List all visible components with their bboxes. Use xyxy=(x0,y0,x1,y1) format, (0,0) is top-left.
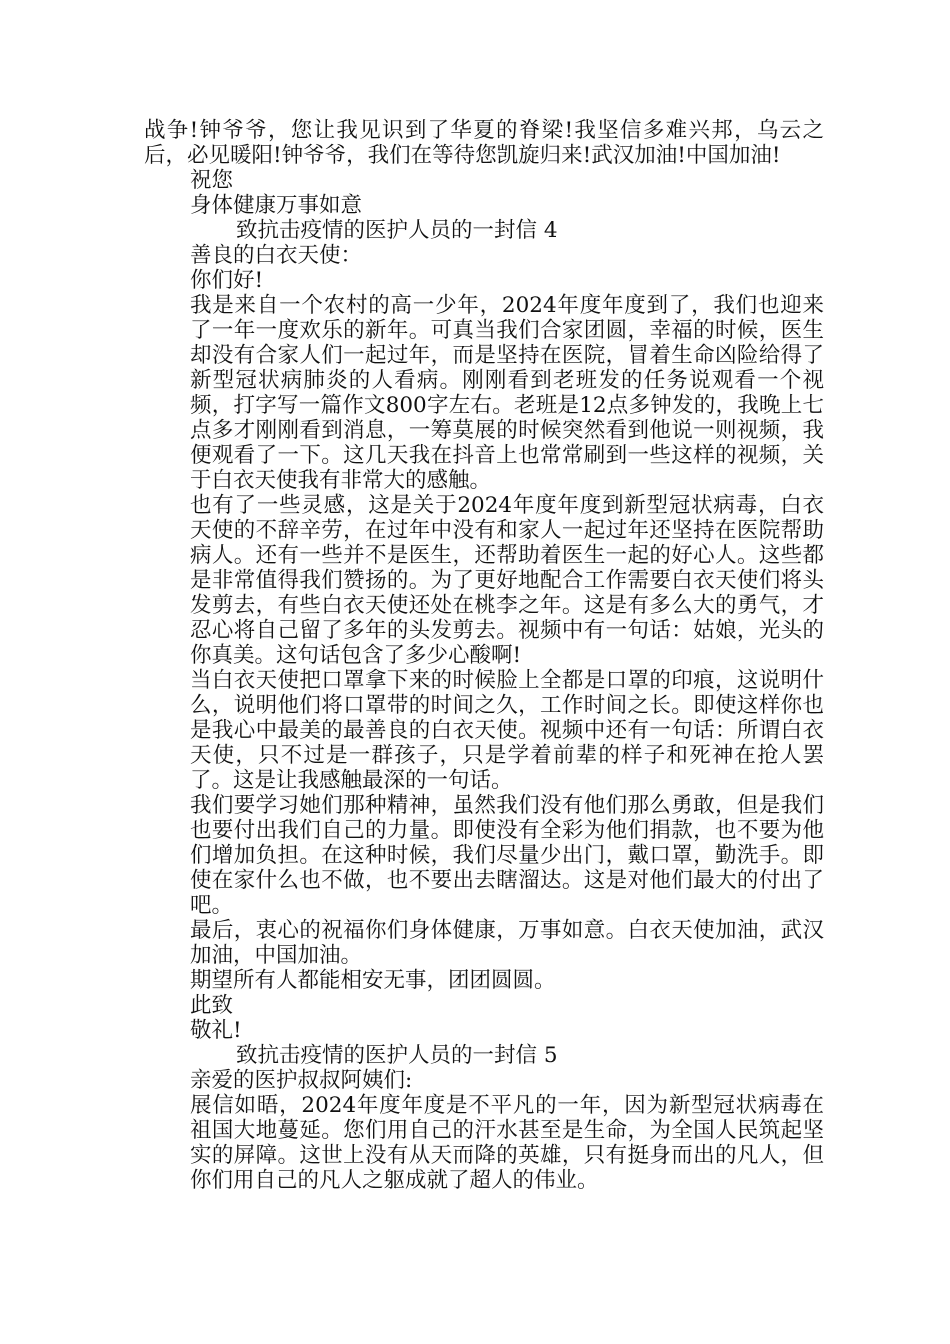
letter-4-closing-2: 敬礼! xyxy=(190,1018,242,1043)
letter-5-paragraph-1: 展信如晤，2024年度年度是不平凡的一年，因为新型冠状病毒在祖国大地蔓延。您们用自己的汗水甚至是生命，为全国人民筑起坚实的屏障。这世上没有从天而降的英雄，只有挺身而出的凡人，但你们用自己的凡人之躯成就了超人的伟业。 xyxy=(190,1093,824,1193)
paragraph-closing-of-letter-3: 战争!钟爷爷，您让我见识到了华夏的脊梁!我坚信多难兴邦，乌云之后，必见暖阳!钟爷爷，我们在等待您凯旋归来!武汉加油!中国加油! xyxy=(144,118,824,168)
letter-4-paragraph-4: 我们要学习她们那种精神，虽然我们没有他们那么勇敢，但是我们也要付出我们自己的力量。即使没有全彩为他们捐款，也不要为他们增加负担。在这种时候，我们尽量少出门，戴口罩，勤洗手。即使在家什么也不做，也不要出去瞎溜达。这是对他们最大的付出了吧。 xyxy=(190,793,824,918)
letter-4-greeting: 你们好! xyxy=(190,268,264,293)
letter-4-paragraph-3: 当白衣天使把口罩拿下来的时候脸上全都是口罩的印痕，这说明什么，说明他们将口罩带的时间之久，工作时间之长。即使这样你也是我心中最美的最善良的白衣天使。视频中还有一句话：所谓白衣天使，只不过是一群孩子，只是学着前辈的样子和死神在抢人罢了。这是让我感触最深的一句话。 xyxy=(190,668,824,793)
closing-wish-content: 身体健康万事如意 xyxy=(190,193,363,218)
letter-5-title: 致抗击疫情的医护人员的一封信 5 xyxy=(236,1043,558,1068)
letter-4-paragraph-2: 也有了一些灵感，这是关于2024年度年度到新型冠状病毒，白衣天使的不辞辛劳，在过年中没有和家人一起过年还坚持在医院帮助病人。还有一些并不是医生，还帮助着医生一起的好心人。这些都是非常值得我们赞扬的。为了更好地配合工作需要白衣天使们将头发剪去，有些白衣天使还处在桃李之年。这是有多么大的勇气，才忍心将自己留了多年的头发剪去。视频中有一句话：姑娘，光头的你真美。这句话包含了多少心酸啊! xyxy=(190,493,824,668)
letter-4-paragraph-1: 我是来自一个农村的高一少年，2024年度年度到了，我们也迎来了一年一度欢乐的新年。可真当我们合家团圆，幸福的时候，医生却没有合家人们一起过年，而是坚持在医院，冒着生命凶险给得了新型冠状病肺炎的人看病。刚刚看到老班发的任务说观看一个视频，打字写一篇作文800字左右。老班是12点多钟发的，我晚上七点多才刚刚看到消息，一筹莫展的时候突然看到他说一则视频，我便观看了一下。这几天我在抖音上也常常刷到一些这样的视频，关于白衣天使我有非常大的感触。 xyxy=(190,293,824,493)
letter-4-closing-1: 此致 xyxy=(190,993,234,1018)
letter-4-title: 致抗击疫情的医护人员的一封信 4 xyxy=(236,218,558,243)
closing-wish-line: 祝您 xyxy=(190,168,234,193)
letter-5-salutation: 亲爱的医护叔叔阿姨们: xyxy=(190,1068,413,1093)
letter-4-salutation: 善良的白衣天使： xyxy=(190,243,363,268)
letter-4-wish-line: 期望所有人都能相安无事，团团圆圆。 xyxy=(190,968,556,993)
document-page xyxy=(144,118,824,1193)
letter-4-paragraph-5: 最后，衷心的祝福你们身体健康，万事如意。白衣天使加油，武汉加油，中国加油。 xyxy=(190,918,824,968)
